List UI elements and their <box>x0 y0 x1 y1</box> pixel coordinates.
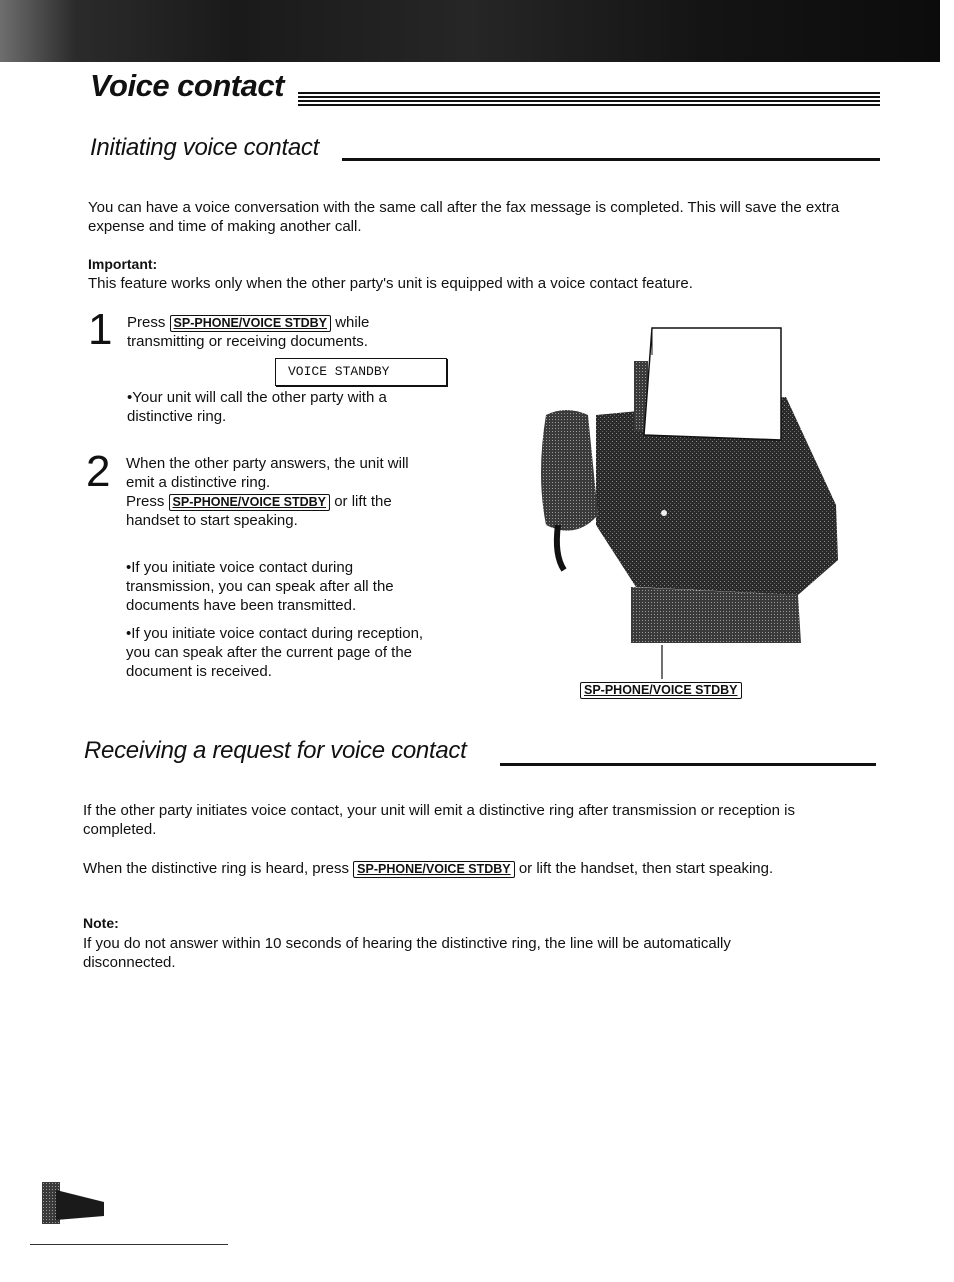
step-2-press: Press <box>126 493 165 510</box>
title-underline <box>298 92 880 106</box>
figure-callout <box>580 681 742 699</box>
step-2-bullet-2: •If you initiate voice contact during reception, you can speak after the current page of the document is received. <box>126 625 424 680</box>
lcd-display: VOICE STANDBY <box>275 358 447 386</box>
header-band <box>0 0 940 62</box>
step-2-bullet-1: •If you initiate voice contact during transmission, you can speak after all the documents have been transmitted. <box>126 559 394 614</box>
step-1-line2: transmitting or receiving documents. <box>127 333 368 350</box>
step-1-bullet: •Your unit will call the other party with a distinctive ring. <box>127 389 387 425</box>
section-rule <box>342 158 880 161</box>
note-label: Note: <box>83 915 119 931</box>
page-title: Voice contact <box>90 68 284 103</box>
step-1-press: Press <box>127 314 166 331</box>
step-2-or-lift: or lift the <box>334 493 392 510</box>
note-text: If you do not answer within 10 seconds of hearing the distinctive ring, the line will be automatically disconnected. <box>83 935 731 971</box>
fax-machine-illustration <box>536 325 842 680</box>
receiving-press-before: When the distinctive ring is heard, press <box>83 860 349 877</box>
step-2-text: When the other party answers, the unit will emit a distinctive ring. <box>126 455 409 491</box>
step-1-while: while <box>335 314 370 331</box>
footer-rule <box>30 1244 228 1245</box>
step-1-text <box>127 313 457 351</box>
intro-paragraph: You can have a voice conversation with the same call after the fax message is completed. This will save the extra expense and time of making another call. <box>88 199 840 235</box>
sp-phone-voice-stdby-key-3: SP-PHONE/VOICE STDBY <box>353 861 515 878</box>
receiving-press-after: or lift the handset, then start speaking. <box>518 860 774 877</box>
receiving-press-paragraph <box>83 859 863 878</box>
sp-phone-voice-stdby-key-2: SP-PHONE/VOICE STDBY <box>169 494 331 511</box>
sp-phone-voice-stdby-key: SP-PHONE/VOICE STDBY <box>170 315 332 332</box>
section-heading-initiating: Initiating voice contact <box>90 134 319 161</box>
section-heading-receiving: Receiving a request for voice contact <box>84 737 467 764</box>
step-2-press-line <box>126 492 456 530</box>
section-rule-2 <box>500 763 876 766</box>
page-tab-mark <box>42 1182 104 1224</box>
step-1-number: 1 <box>88 305 113 354</box>
figure-key-label: SP-PHONE/VOICE STDBY <box>580 682 742 699</box>
important-label: Important: <box>88 256 158 272</box>
step-2-handset: handset to start speaking. <box>126 512 298 529</box>
step-2-number: 2 <box>86 447 111 496</box>
important-text: This feature works only when the other party's unit is equipped with a voice contact feature. <box>88 275 693 292</box>
receiving-paragraph: If the other party initiates voice contact, your unit will emit a distinctive ring after transmission or reception is completed. <box>83 802 795 838</box>
